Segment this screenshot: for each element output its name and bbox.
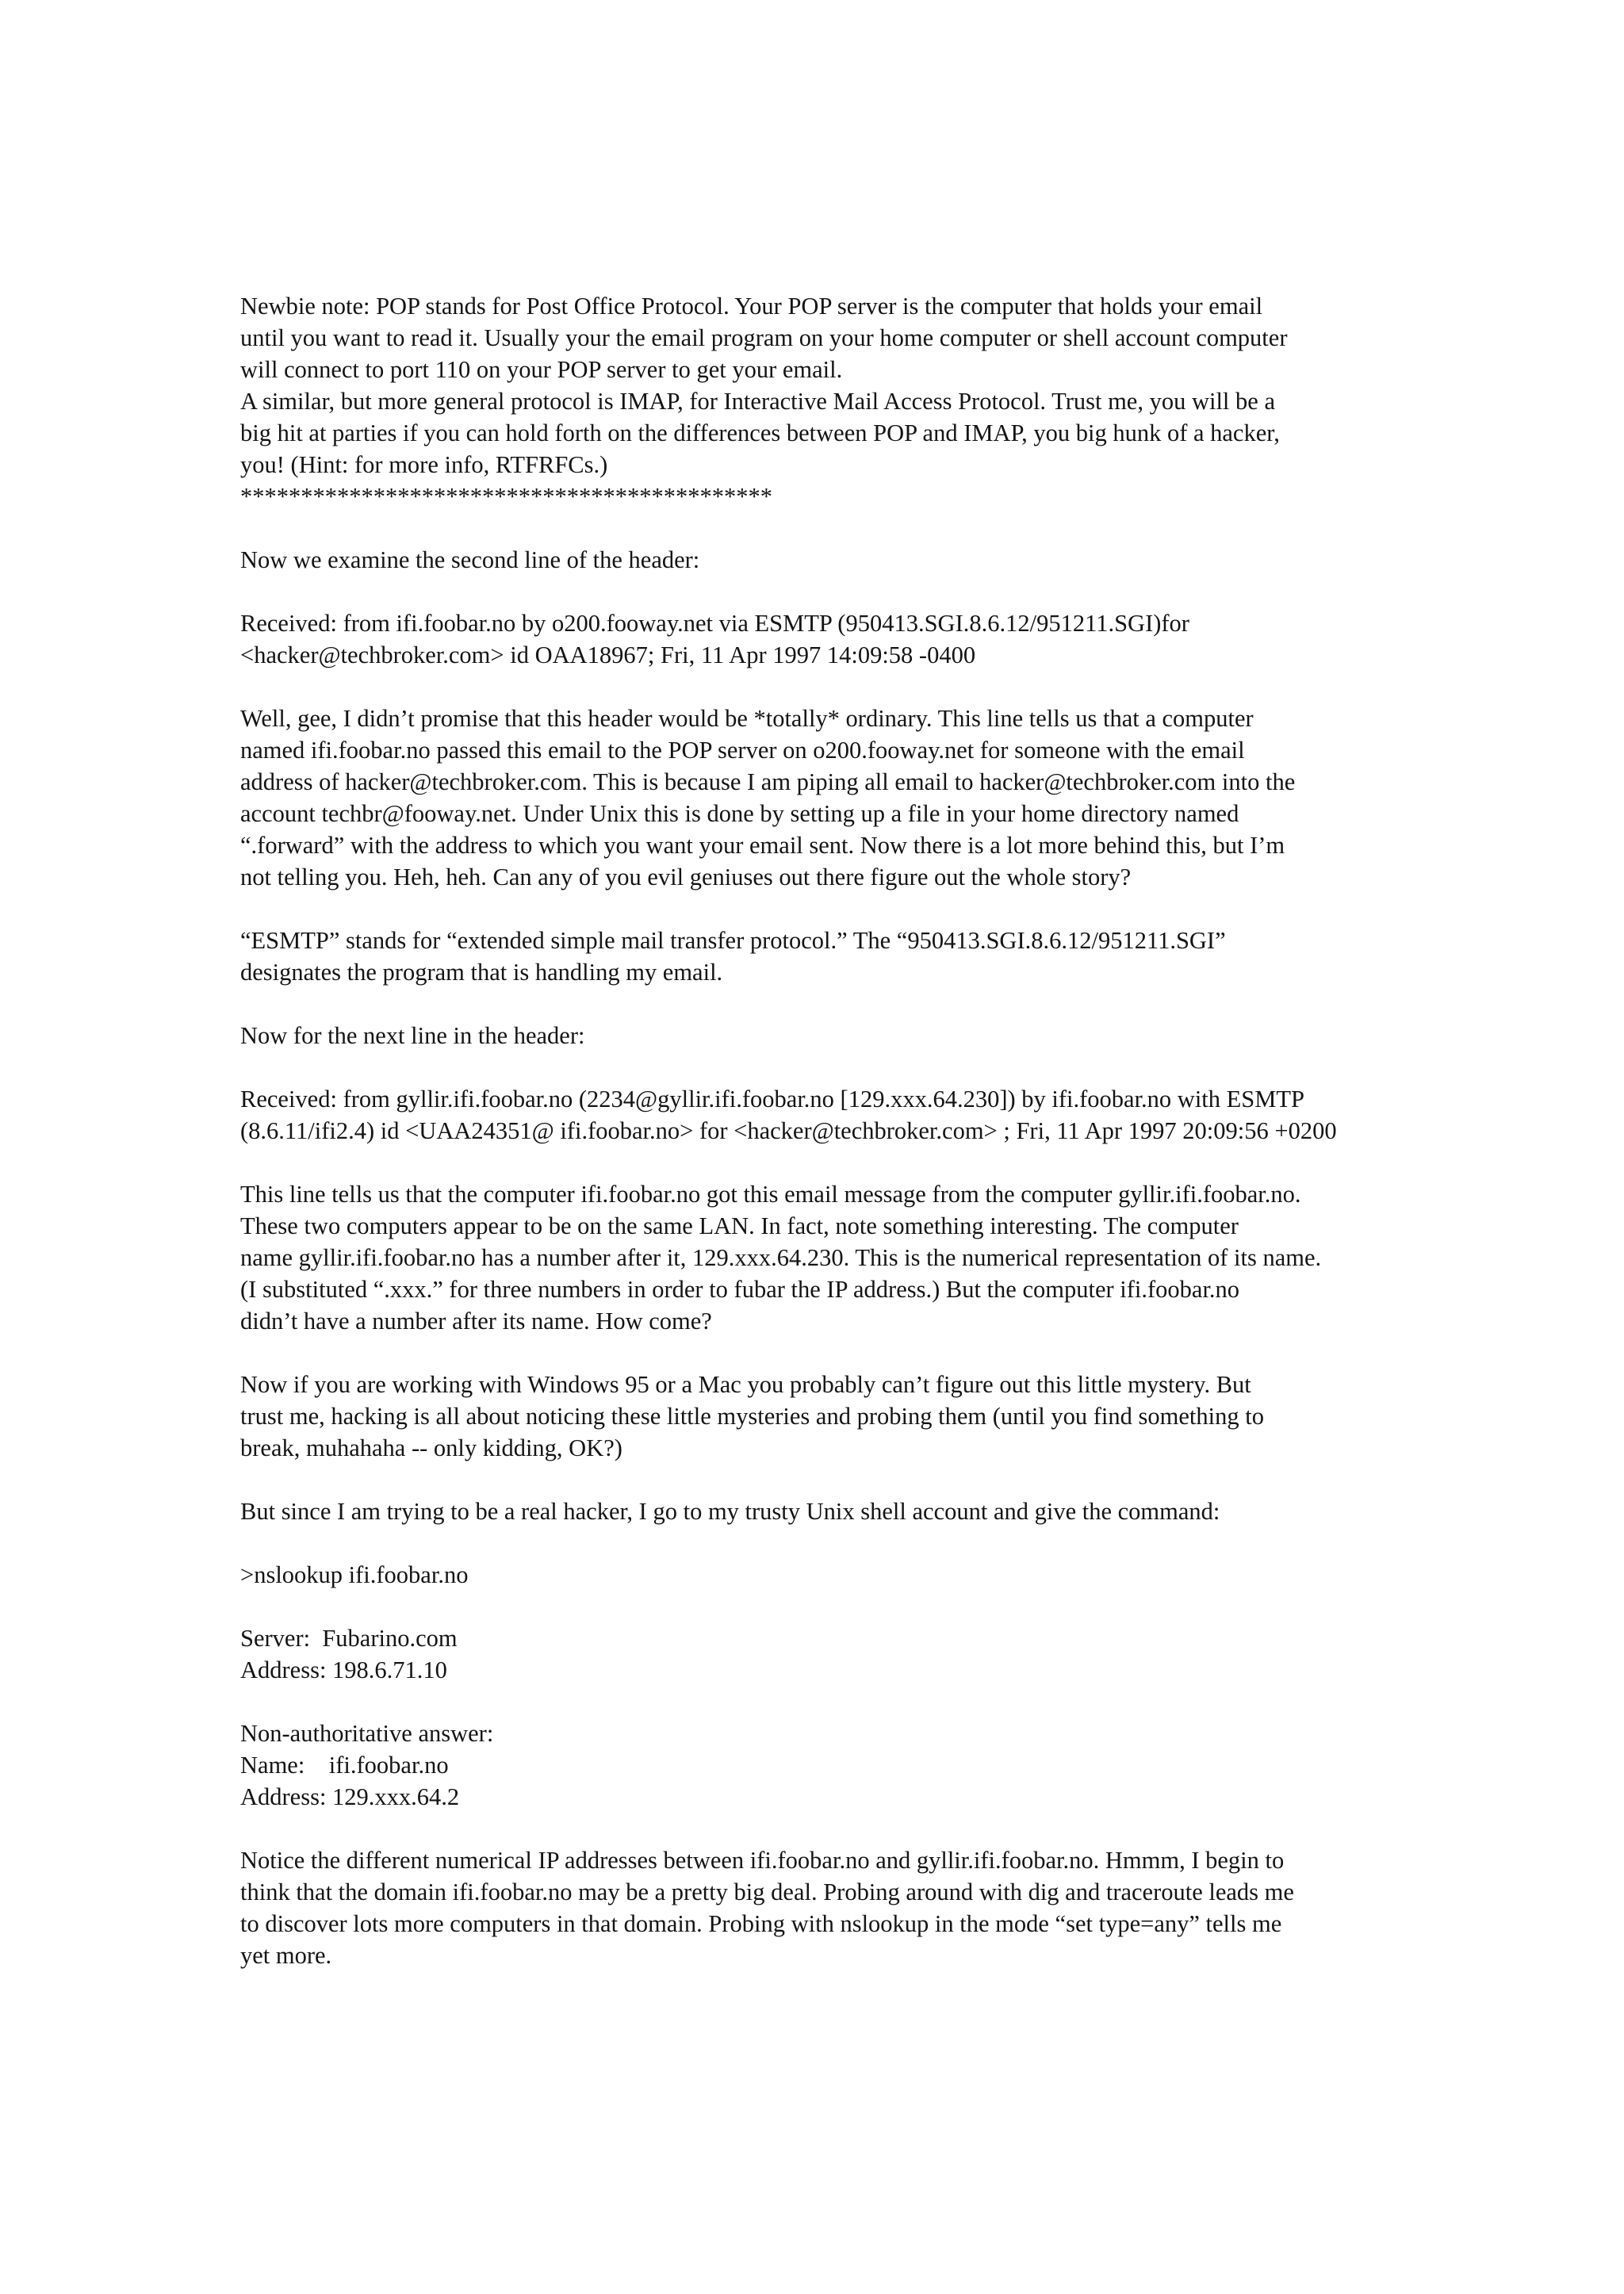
text-line: Non-authoritative answer:	[240, 1720, 494, 1747]
paragraph-spacer	[240, 1813, 1398, 1844]
paragraph-spacer	[240, 988, 1398, 1020]
text-line: Now for the next line in the header:	[240, 1022, 585, 1049]
text-line: designates the program that is handling my email.	[240, 959, 723, 986]
paragraph-next-line-intro	[240, 1020, 1398, 1051]
paragraph-spacer	[240, 576, 1398, 607]
text-line: These two computers appear to be on the same LAN. In fact, note something interesting. The computer	[240, 1212, 1239, 1239]
paragraph-nslookup-command	[240, 1559, 1398, 1591]
paragraph-spacer	[240, 1591, 1398, 1622]
paragraph-closing-paragraph	[240, 1844, 1398, 1971]
paragraph-lan-explanation	[240, 1178, 1398, 1337]
paragraph-received-header-2	[240, 1083, 1398, 1147]
text-line: ********************************************	[240, 483, 772, 510]
paragraph-spacer	[240, 893, 1398, 925]
paragraph-spacer	[240, 671, 1398, 703]
paragraph-nslookup-server	[240, 1622, 1398, 1686]
text-line: think that the domain ifi.foobar.no may be a pretty big deal. Probing around with dig and traceroute leads me	[240, 1878, 1294, 1905]
paragraph-received-header-1	[240, 607, 1398, 671]
text-line: But since I am trying to be a real hacker, I go to my trusty Unix shell account and give the command:	[240, 1498, 1220, 1525]
text-line: <hacker@techbroker.com> id OAA18967; Fri, 11 Apr 1997 14:09:58 -0400	[240, 641, 976, 668]
text-line: you! (Hint: for more info, RTFRFCs.)	[240, 451, 608, 478]
text-line: until you want to read it. Usually your the email program on your home computer or shell account computer	[240, 324, 1288, 351]
paragraph-spacer	[240, 1686, 1398, 1718]
paragraph-newbie-note	[240, 290, 1398, 512]
text-line: named ifi.foobar.no passed this email to the POP server on o200.fooway.net for someone with the email	[240, 737, 1245, 764]
text-line: Name: ifi.foobar.no	[240, 1752, 449, 1779]
text-line: break, muhahaha -- only kidding, OK?)	[240, 1434, 622, 1461]
paragraph-spacer	[240, 1147, 1398, 1178]
text-line: trust me, hacking is all about noticing these little mysteries and probing them (until you find something to	[240, 1403, 1264, 1430]
text-line: Now if you are working with Windows 95 or a Mac you probably can’t figure out this little mystery. But	[240, 1371, 1251, 1398]
text-line: will connect to port 110 on your POP server to get your email.	[240, 356, 843, 383]
text-line: Received: from ifi.foobar.no by o200.fooway.net via ESMTP (950413.SGI.8.6.12/951211.SGI)for	[240, 610, 1189, 637]
paragraph-spacer	[240, 1527, 1398, 1559]
text-line: Now we examine the second line of the header:	[240, 546, 700, 573]
document-body	[240, 290, 1398, 1971]
paragraph-spacer	[240, 1464, 1398, 1496]
text-line: Address: 129.xxx.64.2	[240, 1783, 460, 1810]
text-line: account techbr@fooway.net. Under Unix this is done by setting up a file in your home directory named	[240, 800, 1239, 827]
text-line: yet more.	[240, 1942, 332, 1969]
paragraph-spacer	[240, 1051, 1398, 1083]
paragraph-spacer	[240, 1337, 1398, 1369]
text-line: (8.6.11/ifi2.4) id <UAA24351@ ifi.foobar.no> for <hacker@techbroker.com> ; Fri, 11 Apr 1997 20:09:56 +0200	[240, 1117, 1337, 1144]
text-line: Well, gee, I didn’t promise that this header would be *totally* ordinary. This line tells us that a computer	[240, 705, 1254, 732]
text-line: didn’t have a number after its name. How come?	[240, 1308, 712, 1335]
paragraph-spacer	[240, 512, 1398, 544]
text-line: to discover lots more computers in that domain. Probing with nslookup in the mode “set type=any” tells me	[240, 1910, 1282, 1937]
text-line: >nslookup ifi.foobar.no	[240, 1561, 469, 1588]
text-line: big hit at parties if you can hold forth on the differences between POP and IMAP, you big hunk of a hacker,	[240, 419, 1280, 446]
text-line: Newbie note: POP stands for Post Office Protocol. Your POP server is the computer that holds your email	[240, 293, 1263, 320]
text-line: Address: 198.6.71.10	[240, 1656, 447, 1683]
text-line: “ESMTP” stands for “extended simple mail transfer protocol.” The “950413.SGI.8.6.12/951211.SGI”	[240, 927, 1226, 954]
paragraph-second-line-intro	[240, 544, 1398, 576]
paragraph-forward-explanation	[240, 703, 1398, 893]
paragraph-mystery-paragraph	[240, 1369, 1398, 1464]
text-line: This line tells us that the computer ifi.foobar.no got this email message from the computer gyllir.ifi.foobar.no.	[240, 1181, 1301, 1208]
text-line: A similar, but more general protocol is IMAP, for Interactive Mail Access Protocol. Trust me, you will be a	[240, 388, 1275, 415]
text-line: Received: from gyllir.ifi.foobar.no (2234@gyllir.ifi.foobar.no [129.xxx.64.230]) by ifi.foobar.no with ESMTP	[240, 1086, 1304, 1113]
paragraph-esmtp-explanation	[240, 925, 1398, 988]
text-line: name gyllir.ifi.foobar.no has a number after it, 129.xxx.64.230. This is the numerical representation of its name.	[240, 1244, 1322, 1271]
text-line: address of hacker@techbroker.com. This is because I am piping all email to hacker@techbroker.com into the	[240, 768, 1296, 795]
text-line: (I substituted “.xxx.” for three numbers in order to fubar the IP address.) But the computer ifi.foobar.no	[240, 1276, 1240, 1303]
paragraph-nslookup-answer	[240, 1718, 1398, 1813]
text-line: Server: Fubarino.com	[240, 1625, 458, 1652]
text-line: Notice the different numerical IP addresses between ifi.foobar.no and gyllir.ifi.foobar.no. Hmmm, I begin to	[240, 1847, 1285, 1874]
paragraph-unix-shell-paragraph	[240, 1496, 1398, 1527]
text-line: “.forward” with the address to which you want your email sent. Now there is a lot more behind this, but I’m	[240, 832, 1285, 859]
text-line: not telling you. Heh, heh. Can any of you evil geniuses out there figure out the whole story?	[240, 864, 1132, 890]
